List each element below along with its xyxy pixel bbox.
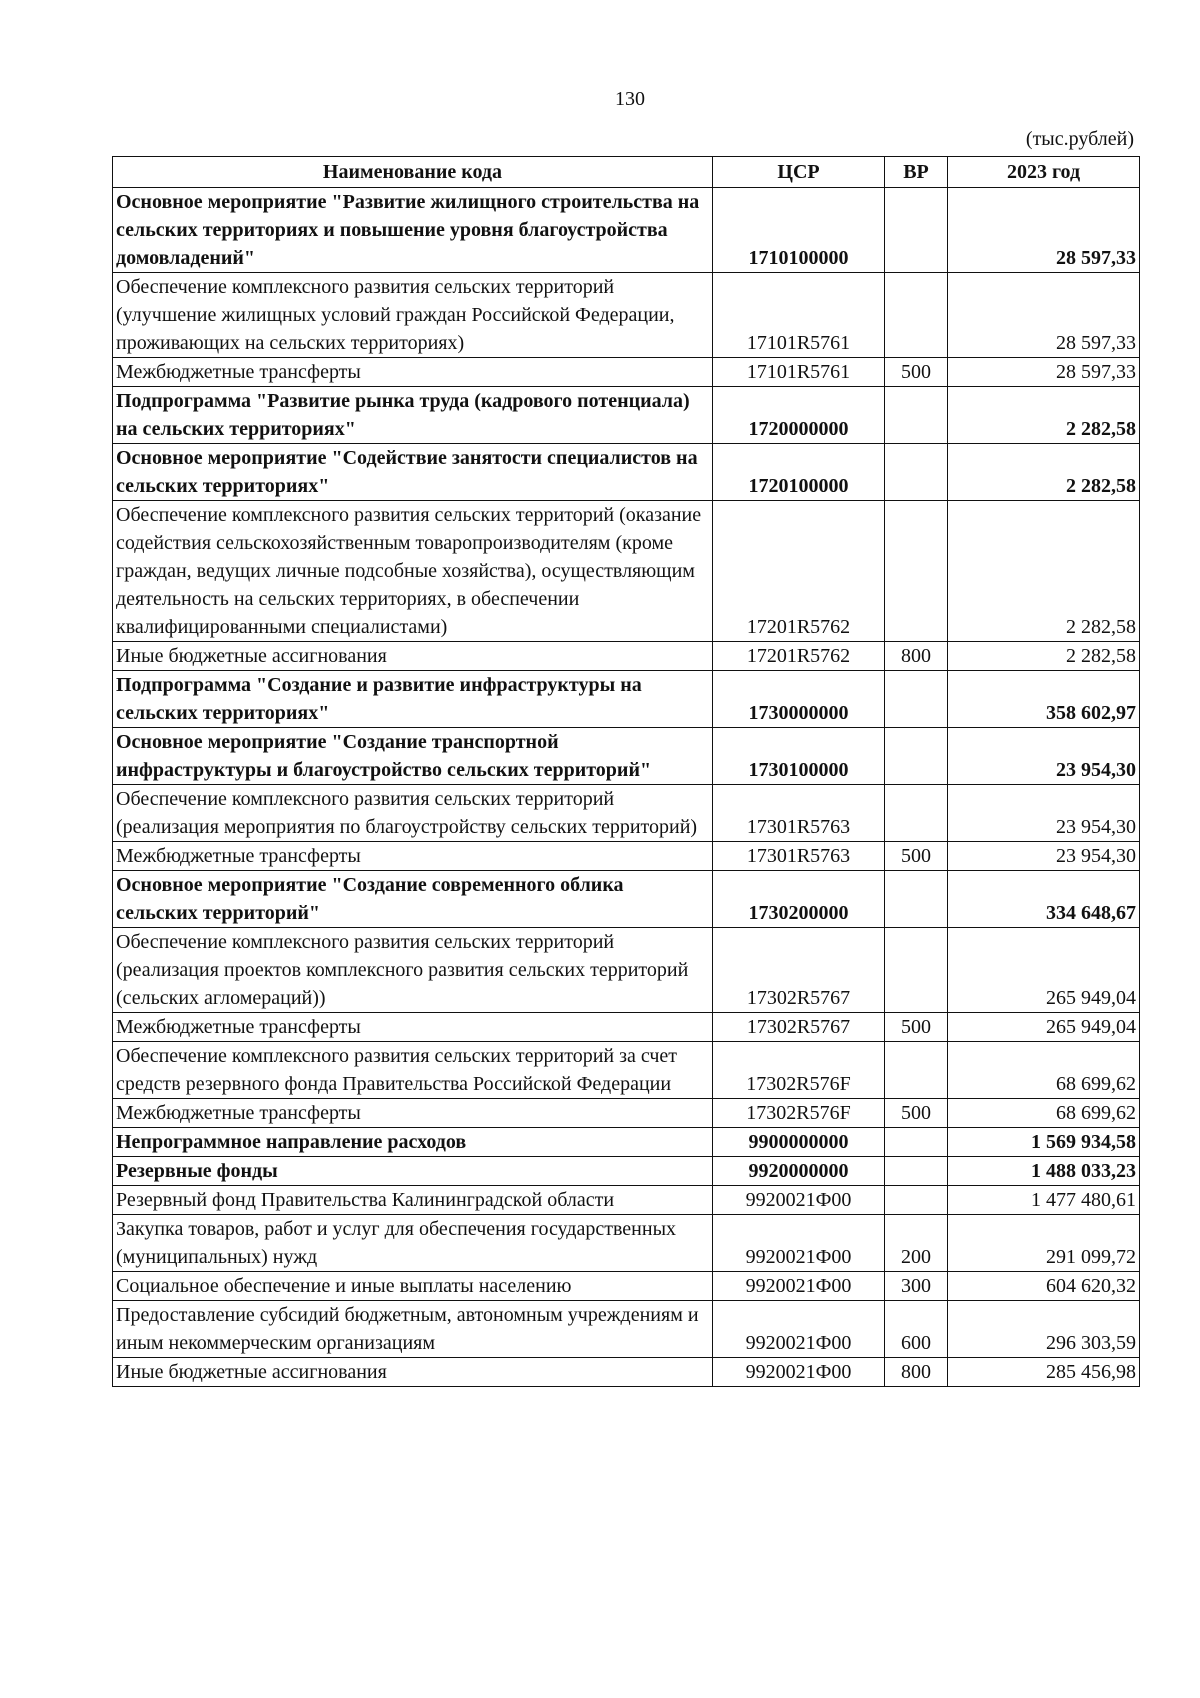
table-row xyxy=(113,842,1140,871)
table-row xyxy=(113,501,1140,642)
table-row xyxy=(113,1301,1140,1358)
cell-csr: 17302R5767 xyxy=(713,928,885,1013)
table-row xyxy=(113,188,1140,273)
cell-amount: 68 699,62 xyxy=(948,1099,1140,1128)
cell-name: Обеспечение комплексного развития сельских территорий (реализация проектов комплексного развития сельских территорий (сельских агломераций)) xyxy=(113,928,713,1013)
cell-csr: 9920021Ф00 xyxy=(713,1272,885,1301)
table-row xyxy=(113,1128,1140,1157)
table-row xyxy=(113,1186,1140,1215)
cell-csr: 1710100000 xyxy=(713,188,885,273)
cell-amount: 285 456,98 xyxy=(948,1358,1140,1387)
cell-name: Закупка товаров, работ и услуг для обеспечения государственных (муниципальных) нужд xyxy=(113,1215,713,1272)
cell-vr: 500 xyxy=(885,1099,948,1128)
cell-csr: 9900000000 xyxy=(713,1128,885,1157)
cell-vr: 800 xyxy=(885,1358,948,1387)
cell-name: Обеспечение комплексного развития сельских территорий (реализация мероприятия по благоустройству сельских территорий) xyxy=(113,785,713,842)
cell-amount: 23 954,30 xyxy=(948,728,1140,785)
header-name: Наименование кода xyxy=(113,157,713,188)
cell-amount: 1 488 033,23 xyxy=(948,1157,1140,1186)
table-row xyxy=(113,1215,1140,1272)
cell-name: Межбюджетные трансферты xyxy=(113,358,713,387)
cell-amount: 28 597,33 xyxy=(948,273,1140,358)
table-row xyxy=(113,928,1140,1013)
cell-csr: 17302R576F xyxy=(713,1042,885,1099)
cell-name: Резервные фонды xyxy=(113,1157,713,1186)
cell-name: Основное мероприятие "Содействие занятости специалистов на сельских территориях" xyxy=(113,444,713,501)
cell-name: Предоставление субсидий бюджетным, автономным учреждениям и иным некоммерческим организациям xyxy=(113,1301,713,1358)
budget-table xyxy=(112,156,1140,1387)
cell-vr xyxy=(885,1042,948,1099)
cell-vr: 200 xyxy=(885,1215,948,1272)
cell-vr xyxy=(885,671,948,728)
cell-vr xyxy=(885,728,948,785)
cell-amount: 23 954,30 xyxy=(948,842,1140,871)
cell-csr: 17302R5767 xyxy=(713,1013,885,1042)
cell-csr: 17301R5763 xyxy=(713,842,885,871)
cell-vr xyxy=(885,387,948,444)
cell-amount: 23 954,30 xyxy=(948,785,1140,842)
cell-vr xyxy=(885,1157,948,1186)
cell-amount: 28 597,33 xyxy=(948,188,1140,273)
table-row xyxy=(113,728,1140,785)
cell-vr xyxy=(885,273,948,358)
cell-amount: 2 282,58 xyxy=(948,387,1140,444)
cell-vr xyxy=(885,444,948,501)
cell-name: Межбюджетные трансферты xyxy=(113,842,713,871)
cell-name: Резервный фонд Правительства Калининградской области xyxy=(113,1186,713,1215)
cell-csr: 1720000000 xyxy=(713,387,885,444)
cell-vr: 500 xyxy=(885,358,948,387)
cell-name: Основное мероприятие "Развитие жилищного строительства на сельских территориях и повышение уровня благоустройства домовладений" xyxy=(113,188,713,273)
cell-vr xyxy=(885,871,948,928)
cell-amount: 358 602,97 xyxy=(948,671,1140,728)
cell-csr: 17201R5762 xyxy=(713,642,885,671)
cell-vr: 500 xyxy=(885,842,948,871)
cell-csr: 9920021Ф00 xyxy=(713,1301,885,1358)
cell-amount: 296 303,59 xyxy=(948,1301,1140,1358)
table-row xyxy=(113,1099,1140,1128)
cell-csr: 17302R576F xyxy=(713,1099,885,1128)
header-csr: ЦСР xyxy=(713,157,885,188)
cell-amount: 68 699,62 xyxy=(948,1042,1140,1099)
cell-name: Обеспечение комплексного развития сельских территорий (улучшение жилищных условий граждан Российской Федерации, проживающих на сельских территориях) xyxy=(113,273,713,358)
cell-amount: 334 648,67 xyxy=(948,871,1140,928)
cell-name: Межбюджетные трансферты xyxy=(113,1013,713,1042)
cell-amount: 265 949,04 xyxy=(948,1013,1140,1042)
cell-csr: 9920021Ф00 xyxy=(713,1358,885,1387)
cell-name: Социальное обеспечение и иные выплаты населению xyxy=(113,1272,713,1301)
table-row xyxy=(113,387,1140,444)
cell-vr xyxy=(885,1186,948,1215)
cell-amount: 1 477 480,61 xyxy=(948,1186,1140,1215)
cell-csr: 1730000000 xyxy=(713,671,885,728)
cell-vr xyxy=(885,785,948,842)
units-label: (тыс.рублей) xyxy=(1025,128,1134,150)
cell-amount: 28 597,33 xyxy=(948,358,1140,387)
cell-csr: 1720100000 xyxy=(713,444,885,501)
cell-name: Подпрограмма "Создание и развитие инфраструктуры на сельских территориях" xyxy=(113,671,713,728)
cell-amount: 2 282,58 xyxy=(948,444,1140,501)
table-row xyxy=(113,1272,1140,1301)
cell-csr: 1730100000 xyxy=(713,728,885,785)
cell-vr xyxy=(885,501,948,642)
table-row xyxy=(113,642,1140,671)
cell-amount: 265 949,04 xyxy=(948,928,1140,1013)
cell-vr xyxy=(885,928,948,1013)
cell-csr: 9920021Ф00 xyxy=(713,1215,885,1272)
table-row xyxy=(113,444,1140,501)
table-header-row xyxy=(113,157,1140,188)
table-row xyxy=(113,785,1140,842)
page-number: 130 xyxy=(615,88,645,110)
cell-csr: 1730200000 xyxy=(713,871,885,928)
table-row xyxy=(113,358,1140,387)
cell-name: Обеспечение комплексного развития сельских территорий (оказание содействия сельскохозяйственным товаропроизводителям (кроме граждан, ведущих личные подсобные хозяйства), осуществляющим деятельность на сельских территориях, в обеспечении квалифицированными специалистами) xyxy=(113,501,713,642)
cell-name: Непрограммное направление расходов xyxy=(113,1128,713,1157)
table-row xyxy=(113,1157,1140,1186)
cell-vr xyxy=(885,1128,948,1157)
cell-name: Иные бюджетные ассигнования xyxy=(113,642,713,671)
table-row xyxy=(113,871,1140,928)
cell-vr: 600 xyxy=(885,1301,948,1358)
table-row xyxy=(113,1042,1140,1099)
cell-vr: 500 xyxy=(885,1013,948,1042)
cell-amount: 1 569 934,58 xyxy=(948,1128,1140,1157)
cell-name: Межбюджетные трансферты xyxy=(113,1099,713,1128)
header-amount: 2023 год xyxy=(948,157,1140,188)
table-row xyxy=(113,1358,1140,1387)
cell-amount: 2 282,58 xyxy=(948,501,1140,642)
cell-csr: 17201R5762 xyxy=(713,501,885,642)
cell-name: Основное мероприятие "Создание транспортной инфраструктуры и благоустройство сельских территорий" xyxy=(113,728,713,785)
table-row xyxy=(113,1013,1140,1042)
cell-vr: 800 xyxy=(885,642,948,671)
table-row xyxy=(113,671,1140,728)
cell-name: Основное мероприятие "Создание современного облика сельских территорий" xyxy=(113,871,713,928)
cell-csr: 9920000000 xyxy=(713,1157,885,1186)
table-body xyxy=(113,188,1140,1387)
cell-vr: 300 xyxy=(885,1272,948,1301)
cell-amount: 2 282,58 xyxy=(948,642,1140,671)
header-vr: ВР xyxy=(885,157,948,188)
table-row xyxy=(113,273,1140,358)
cell-amount: 604 620,32 xyxy=(948,1272,1140,1301)
cell-csr: 17301R5763 xyxy=(713,785,885,842)
cell-name: Подпрограмма "Развитие рынка труда (кадрового потенциала) на сельских территориях" xyxy=(113,387,713,444)
cell-csr: 17101R5761 xyxy=(713,273,885,358)
cell-csr: 9920021Ф00 xyxy=(713,1186,885,1215)
cell-vr xyxy=(885,188,948,273)
cell-csr: 17101R5761 xyxy=(713,358,885,387)
cell-name: Иные бюджетные ассигнования xyxy=(113,1358,713,1387)
cell-amount: 291 099,72 xyxy=(948,1215,1140,1272)
cell-name: Обеспечение комплексного развития сельских территорий за счет средств резервного фонда Правительства Российской Федерации xyxy=(113,1042,713,1099)
